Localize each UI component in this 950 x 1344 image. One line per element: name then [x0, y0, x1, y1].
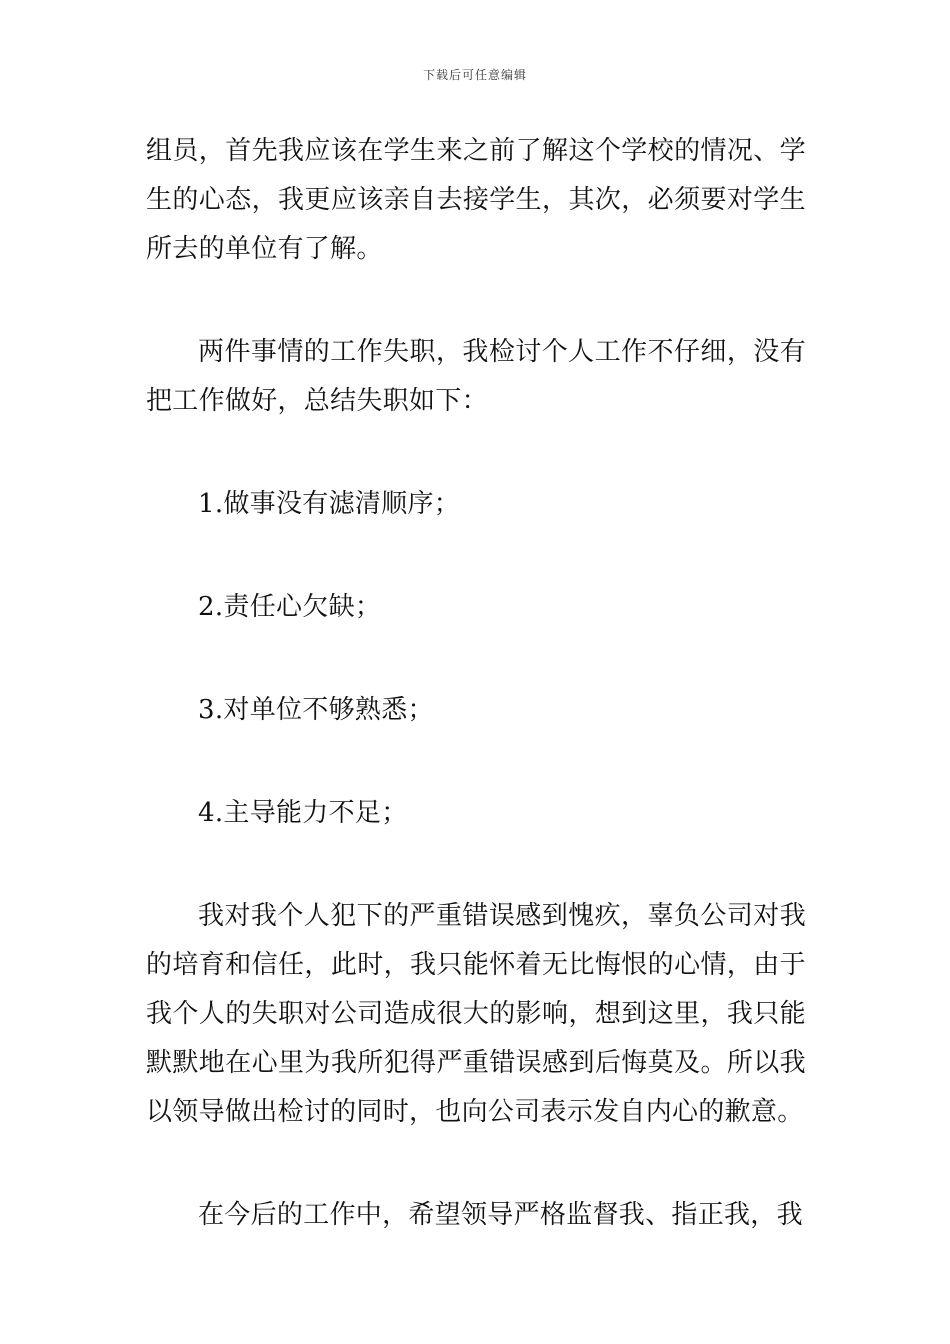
document-body	[146, 127, 806, 1240]
paragraph-summary-intro: 两件事情的工作失职，我检讨个人工作不仔细，没有把工作做好，总结失职如下：	[146, 337, 806, 416]
list-item: 3.对单位不够熟悉；	[198, 695, 434, 725]
paragraph-gap	[146, 274, 806, 328]
paragraph-gap	[146, 632, 806, 686]
paragraph-continuation: 组员，首先我应该在学生来之前了解这个学校的情况、学生的心态，我更应该亲自去接学生，其次，必须要对学生所去的单位有了解。	[146, 136, 806, 264]
list-item: 1.做事没有滤清顺序；	[198, 489, 461, 519]
paragraph-closing: 在今后的工作中，希望领导严格监督我、指正我，我	[198, 1200, 803, 1230]
paragraph-gap	[146, 529, 806, 583]
paragraph-gap	[146, 735, 806, 789]
paragraph-gap	[146, 838, 806, 892]
list-item: 4.主导能力不足；	[198, 798, 408, 828]
list-item: 2.责任心欠缺；	[198, 592, 382, 622]
page-header: 下载后可任意编辑	[422, 68, 527, 82]
paragraph-gap	[146, 1137, 806, 1191]
paragraph-gap	[146, 426, 806, 480]
paragraph-apology: 我对我个人犯下的严重错误感到愧疚，辜负公司对我的培育和信任，此时，我只能怀着无比悔恨的心情，由于我个人的失职对公司造成很大的影响，想到这里，我只能默默地在心里为我所犯得严重错误感到后悔莫及。所以我以领导做出检讨的同时，也向公司表示发自内心的歉意。	[146, 901, 806, 1127]
